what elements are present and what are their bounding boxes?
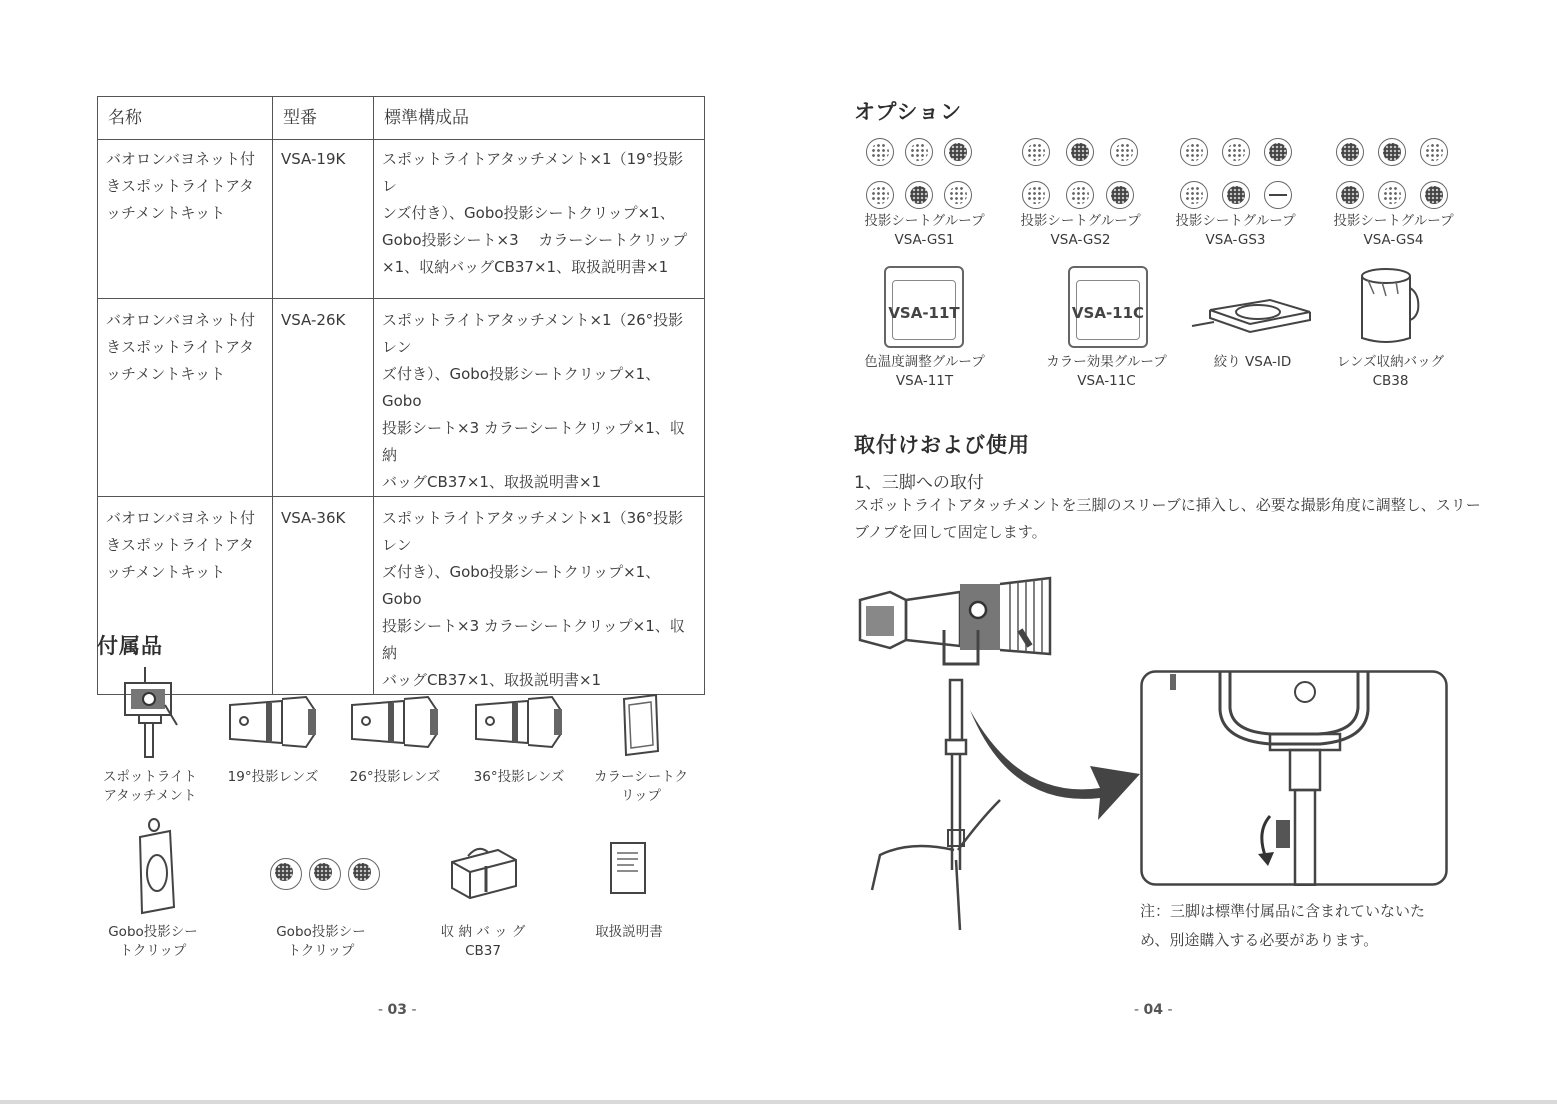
option-caption: 色温度調整グループ VSA-11T [864,354,985,389]
gobo-sheet-icon [1110,138,1138,166]
color-clip-icon [620,693,662,759]
page-number-right: - 04 - [1134,1002,1173,1018]
option-caption: レンズ収納バッグ CB38 [1336,354,1445,389]
accessories-title: 付属品 [97,634,163,658]
gobo-sheet-icon [1264,138,1292,166]
accessory-label: 19°投影レンズ [227,769,319,785]
gobo-sheet-icon [270,858,302,890]
row-contents: スポットライトアタッチメント×1（36°投影レン ズ付き）、Gobo投影シートクリップ×1、Gobo 投影シート×3 カラーシートクリップ×1、収納 バッグCB37×1、取扱説明書×1 [382,509,685,689]
row-model: VSA-26K [281,311,346,329]
product-spec-table [97,96,705,695]
lens-icon [348,695,443,750]
gobo-sheet-icon [309,858,341,890]
option-caption: 投影シートグループ VSA-GS3 [1175,213,1296,248]
option-caption: 投影シートグループ VSA-GS4 [1333,213,1454,248]
accessory-label: Gobo投影シー トクリップ [108,924,198,959]
gobo-sheet-icon [1420,181,1448,209]
bag-icon [448,842,520,900]
accessory-label: カラーシートク リップ [594,769,688,804]
row-name: バオロンバヨネット付 きスポットライトアタ ッチメントキット [106,509,255,581]
option-caption: 投影シートグループ VSA-GS1 [864,213,985,248]
gobo-sheet-icon [1066,138,1094,166]
option-caption: カラー効果グループ VSA-11C [1046,354,1167,389]
header-name: 名称 [98,97,273,140]
spotlight-attachment-icon [115,665,185,760]
table-row [98,299,705,497]
row-contents: スポットライトアタッチメント×1（19°投影レ ンズ付き）、Gobo投影シートクリップ×1、 Gobo投影シート×3 カラーシートクリップ ×1、収納バッグCB37×1、取扱説明書×1 [382,150,688,276]
gobo-sheet-icon [1106,181,1134,209]
option-caption: 絞り VSA-ID [1213,354,1292,370]
step-text-line-2: ブノブを回して固定します。 [854,523,1047,541]
accessory-label: Gobo投影シー トクリップ [276,924,366,959]
gobo-sheet-icon [866,181,894,209]
bottom-rule [0,1100,1557,1104]
table-header-row [98,97,705,140]
gobo-sheet-icon [1378,138,1406,166]
gobo-sheet-icon [1420,138,1448,166]
table-row [98,497,705,695]
header-contents: 標準構成品 [374,97,705,140]
gobo-sheet-icon [1022,181,1050,209]
gobo-sheet-icon [905,181,933,209]
gobo-sheet-icon [944,138,972,166]
accessory-label: 取扱説明書 [595,924,663,940]
gobo-clip-icon [132,815,180,920]
gobo-sheet-icon [1336,181,1364,209]
gobo-sheet-icon [1222,138,1250,166]
manual-icon [608,840,648,896]
page-number-left: - 03 - [378,1002,417,1018]
tripod-mount-illustration [850,570,1150,940]
options-title: オプション [854,100,963,124]
package-vsa-11c-icon: VSA-11C [1068,266,1148,348]
iris-icon [1190,292,1314,342]
accessory-label: 26°投影レンズ [349,769,441,785]
gobo-sheet-icon [1066,181,1094,209]
option-caption: 投影シートグループ VSA-GS2 [1020,213,1141,248]
accessory-label: スポットライト アタッチメント [102,769,198,804]
step-title: 1、三脚への取付 [854,473,984,493]
gobo-sheet-icon [1264,181,1292,209]
gobo-sheet-icon [1336,138,1364,166]
zoom-detail-illustration [1140,670,1448,886]
gobo-sheet-icon [1180,138,1208,166]
accessory-label: 収 納 バ ッ グ CB37 [440,924,526,959]
row-model: VSA-19K [281,150,346,168]
gobo-sheet-icon [944,181,972,209]
row-name: バオロンバヨネット付 きスポットライトアタ ッチメントキット [106,150,255,222]
table-row [98,140,705,299]
package-vsa-11t-icon: VSA-11T [884,266,964,348]
step-text-line-1: スポットライトアタッチメントを三脚のスリーブに挿入し、必要な撮影角度に調整し、スリー [854,496,1481,514]
gobo-sheet-icon [348,858,380,890]
gobo-sheet-icon [866,138,894,166]
lens-icon [226,695,321,750]
row-contents: スポットライトアタッチメント×1（26°投影レン ズ付き）、Gobo投影シートクリップ×1、Gobo 投影シート×3 カラーシートクリップ×1、収納 バッグCB37×1、取扱説明書×1 [382,311,685,491]
gobo-sheet-icon [1222,181,1250,209]
lens-icon [472,695,567,750]
note-line-1: 注：三脚は標準付属品に含まれていないた [1140,902,1426,920]
gobo-sheet-icon [1022,138,1050,166]
header-model: 型番 [273,97,374,140]
gobo-sheet-icon [1378,181,1406,209]
lens-bag-icon [1358,266,1420,346]
row-model: VSA-36K [281,509,346,527]
gobo-sheet-icon [1180,181,1208,209]
gobo-sheet-icon [905,138,933,166]
accessory-label: 36°投影レンズ [473,769,565,785]
row-name: バオロンバヨネット付 きスポットライトアタ ッチメントキット [106,311,255,383]
mounting-title: 取付けおよび使用 [854,433,1030,457]
note-line-2: め、別途購入する必要があります。 [1140,931,1379,949]
